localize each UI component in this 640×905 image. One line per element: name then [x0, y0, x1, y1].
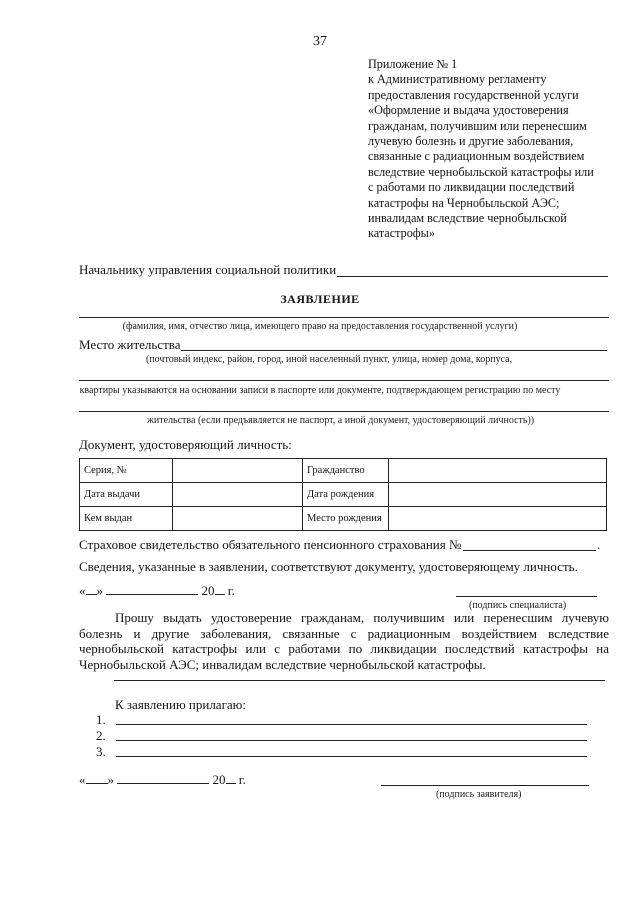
table-row	[80, 507, 607, 531]
issue-date-value[interactable]	[173, 483, 303, 507]
attachment-number: 3.	[96, 744, 106, 759]
applicant-date	[79, 772, 246, 788]
appendix-line: «Оформление и выдача удостоверения	[368, 103, 569, 118]
fio-hint: (фамилия, имя, отчество лица, имеющего право на предоставления государственной услуги)	[122, 321, 518, 332]
year-field[interactable]	[215, 594, 225, 595]
year-field[interactable]	[226, 783, 236, 784]
specialist-signature-field[interactable]	[456, 596, 597, 597]
day-field[interactable]	[86, 783, 108, 784]
insurance-period: .	[597, 537, 601, 552]
address-hint-1: (почтовый индекс, район, город, иной населенный пункт, улица, номер дома, корпуса,	[146, 354, 513, 365]
citizenship-label: Гражданство	[303, 459, 389, 483]
specialist-date	[79, 583, 235, 599]
insurance-label: Страховое свидетельство обязательного пенсионного страхования №	[79, 537, 462, 552]
addressee-field[interactable]	[337, 276, 608, 277]
appendix-line: лучевую болезнь и другие заболевания,	[368, 134, 574, 149]
month-field[interactable]	[106, 594, 198, 595]
year-suffix: г.	[227, 583, 235, 598]
appendix-line: к Административному регламенту	[368, 72, 547, 87]
id-document-label: Документ, удостоверяющий личность:	[79, 437, 292, 452]
month-field[interactable]	[117, 783, 209, 784]
appendix-line: катастрофы»	[368, 226, 435, 241]
appendix-line: инвалидам вследствие чернобыльской	[368, 211, 567, 226]
request-text: Прошу выдать удостоверение гражданам, получившим или перенесшим лучевую болезнь и другие заболевания, связанные с радиационным воздействием вследствие чернобыльской катастрофы или с работами по ликвидации последствий катастрофы на Чернобыльской АЭС; инвалидам вследствие чернобыльской катастрофы.	[79, 610, 609, 672]
year-prefix: 20	[212, 772, 226, 787]
date-close-quote: »	[96, 583, 103, 598]
appendix-line: катастрофы на Чернобыльской АЭС;	[368, 195, 560, 210]
address-hint-3: жительства (если предъявляется не паспорт, а иной документ, удостоверяющий личность))	[147, 415, 535, 426]
appendix-line: с работами по ликвидации последствий	[368, 180, 575, 195]
issued-by-value[interactable]	[173, 507, 303, 531]
confirmation-text: Сведения, указанные в заявлении, соответствуют документу, удостоверяющему личность.	[79, 559, 578, 574]
date-open-quote: «	[79, 583, 86, 598]
series-number-value[interactable]	[173, 459, 303, 483]
address-hint-2: квартиры указываются на основании записи в паспорте или документе, подтверждающем регистрацию по месту	[79, 385, 561, 396]
birth-date-label: Дата рождения	[303, 483, 389, 507]
issued-by-label: Кем выдан	[80, 507, 173, 531]
citizenship-value[interactable]	[389, 459, 607, 483]
birth-date-value[interactable]	[389, 483, 607, 507]
document-title: ЗАЯВЛЕНИЕ	[280, 292, 360, 306]
birth-place-label: Место рождения	[303, 507, 389, 531]
day-field[interactable]	[86, 594, 97, 595]
table-row	[80, 459, 607, 483]
attachment-field-2[interactable]	[116, 740, 587, 741]
applicant-signature-hint: (подпись заявителя)	[436, 789, 522, 800]
appendix-note	[368, 57, 618, 242]
request-extra-line[interactable]	[114, 680, 605, 681]
residence-field-2[interactable]	[79, 380, 609, 381]
attachment-number: 2.	[96, 728, 106, 743]
attachment-number: 1.	[96, 712, 106, 727]
attachment-field-3[interactable]	[116, 756, 587, 757]
appendix-line: Приложение № 1	[368, 57, 458, 71]
residence-field-3[interactable]	[79, 411, 609, 412]
appendix-line: гражданам, получившим или перенесшим	[368, 118, 587, 133]
year-prefix: 20	[201, 583, 215, 598]
date-close-quote: »	[107, 772, 114, 787]
fio-field[interactable]	[79, 317, 609, 318]
table-row	[80, 483, 607, 507]
page-number: 37	[313, 34, 327, 49]
appendix-line: связанные с радиационным воздействием	[368, 149, 585, 164]
insurance-number-field[interactable]	[463, 550, 596, 551]
residence-label: Место жительства	[79, 337, 181, 352]
date-open-quote: «	[79, 772, 86, 787]
addressee-label: Начальнику управления социальной политики	[79, 262, 337, 277]
appendix-line: вследствие чернобыльской катастрофы или	[368, 164, 594, 179]
residence-field[interactable]	[181, 350, 607, 351]
attachments-label: К заявлению прилагаю:	[115, 697, 247, 712]
year-suffix: г.	[238, 772, 246, 787]
applicant-signature-field[interactable]	[381, 785, 589, 786]
issue-date-label: Дата выдачи	[80, 483, 173, 507]
series-number-label: Серия, №	[80, 459, 173, 483]
specialist-signature-hint: (подпись специалиста)	[469, 600, 567, 611]
attachment-field-1[interactable]	[116, 724, 587, 725]
birth-place-value[interactable]	[389, 507, 607, 531]
id-document-table	[79, 458, 607, 531]
appendix-line: предоставления государственной услуги	[368, 87, 579, 102]
